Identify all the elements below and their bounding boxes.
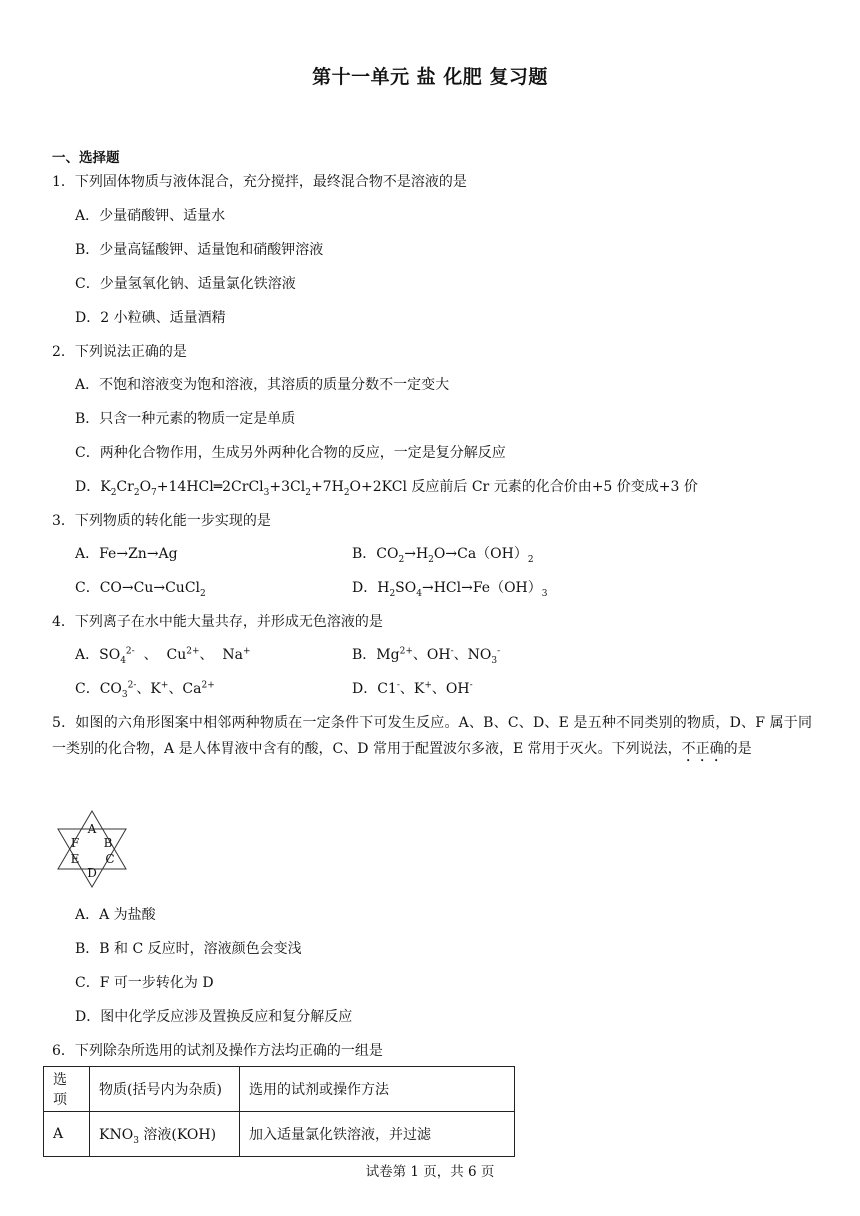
question-2-option-c: C．两种化合物作用，生成另外两种化合物的反应，一定是复分解反应 bbox=[75, 445, 506, 461]
question-4-stem: 4．下列离子在水中能大量共存，并形成无色溶液的是 bbox=[52, 614, 383, 630]
question-4-option-a: A．$SO_4^{2-}$ 、 $Cu^{2+}$、 Na+ bbox=[75, 646, 251, 666]
question-1-option-b: B．少量高锰酸钾、适量饱和硝酸钾溶液 bbox=[75, 242, 324, 258]
question-3-option-d: D．$H_2SO_4\to HCl\to Fe(OH)_3$ bbox=[352, 580, 548, 599]
table-header-cell: 物质(括号内为杂质) bbox=[90, 1067, 240, 1112]
question-2-stem: 2．下列说法正确的是 bbox=[52, 344, 187, 360]
question-4-option-c: C．$CO_3^{2-}$、K+、$Ca^{2+}$ bbox=[75, 680, 215, 700]
question-1-stem: 1．下列固体物质与液体混合，充分搅拌，最终混合物不是溶液的是 bbox=[52, 174, 467, 190]
question-4-option-d: D．C1-、K+、OH- bbox=[352, 680, 473, 697]
table-row bbox=[44, 1112, 515, 1157]
diagram-label-e: E bbox=[70, 852, 80, 866]
diagram-label-b: B bbox=[103, 836, 113, 850]
question-1-option-d: D．2 小粒碘、适量酒精 bbox=[75, 310, 226, 326]
question-5-option-c: C．F 可一步转化为 D bbox=[75, 975, 214, 991]
question-1-option-a: A．少量硝酸钾、适量水 bbox=[75, 208, 226, 224]
question-2-option-a: A．不饱和溶液变为饱和溶液，其溶质的质量分数不一定变大 bbox=[75, 377, 450, 393]
question-3-option-b: B．$CO_2\to H_2O\to Ca(OH)_2$ bbox=[352, 546, 534, 565]
question-2-option-d: D．$K_2Cr_2O_7+14HCl═2CrCl_3+3Cl_2+7H_2O+2KCl$ 反应前后 Cr 元素的化合价由+5 价变成+3 价 bbox=[75, 479, 698, 498]
question-1-option-c: C．少量氢氧化钠、适量氯化铁溶液 bbox=[75, 276, 296, 292]
question-3-stem: 3．下列物质的转化能一步实现的是 bbox=[52, 513, 271, 529]
question-5-option-a: A．A 为盐酸 bbox=[75, 907, 156, 923]
table-header-cell: 选项 bbox=[44, 1067, 90, 1112]
question-3-option-a: A．Fe→Zn→Ag bbox=[75, 546, 178, 562]
page-title: 第十一单元 盐 化肥 复习题 bbox=[312, 66, 548, 88]
question-4-option-b: B．$Mg^{2+}$、OH-、$NO_3^-$ bbox=[352, 646, 501, 666]
hexagram-diagram bbox=[52, 808, 132, 890]
table-header-cell: 选用的试剂或操作方法 bbox=[240, 1067, 515, 1112]
question-6-stem: 6．下列除杂所选用的试剂及操作方法均正确的一组是 bbox=[52, 1043, 383, 1059]
diagram-label-a: A bbox=[87, 822, 97, 836]
question-5-option-d: D．图中化学反应涉及置换反应和复分解反应 bbox=[75, 1009, 353, 1025]
page-footer: 试卷第 1 页，共 6 页 bbox=[365, 1164, 495, 1180]
question-5-option-b: B．B 和 C 反应时，溶液颜色会变浅 bbox=[75, 941, 302, 957]
table-cell-option: A bbox=[44, 1112, 90, 1157]
question-3-option-c: C．CO→Cu→CuCl$_2$ bbox=[75, 580, 206, 599]
table-cell-substance: $KNO_3$ 溶液(KOH) bbox=[90, 1112, 240, 1157]
question-2-option-b: B．只含一种元素的物质一定是单质 bbox=[75, 411, 296, 427]
diagram-label-c: C bbox=[105, 852, 115, 866]
table-cell-reagent: 加入适量氯化铁溶液，并过滤 bbox=[240, 1112, 515, 1157]
section-heading: 一、选择题 bbox=[52, 150, 120, 166]
purification-table bbox=[43, 1066, 515, 1157]
diagram-label-f: F bbox=[70, 836, 80, 850]
table-header-row bbox=[44, 1067, 515, 1112]
question-5-stem: 5．如图的六角形图案中相邻两种物质在一定条件下可发生反应。A、B、C、D、E 是五种不同类别的物质，D、F 属于同一类别的化合物，A 是人体胃液中含有的酸，C、D 常用于配置波尔多液，E 常用于灭火。下列说法，不正确的是 bbox=[52, 715, 812, 757]
diagram-label-d: D bbox=[87, 866, 97, 880]
